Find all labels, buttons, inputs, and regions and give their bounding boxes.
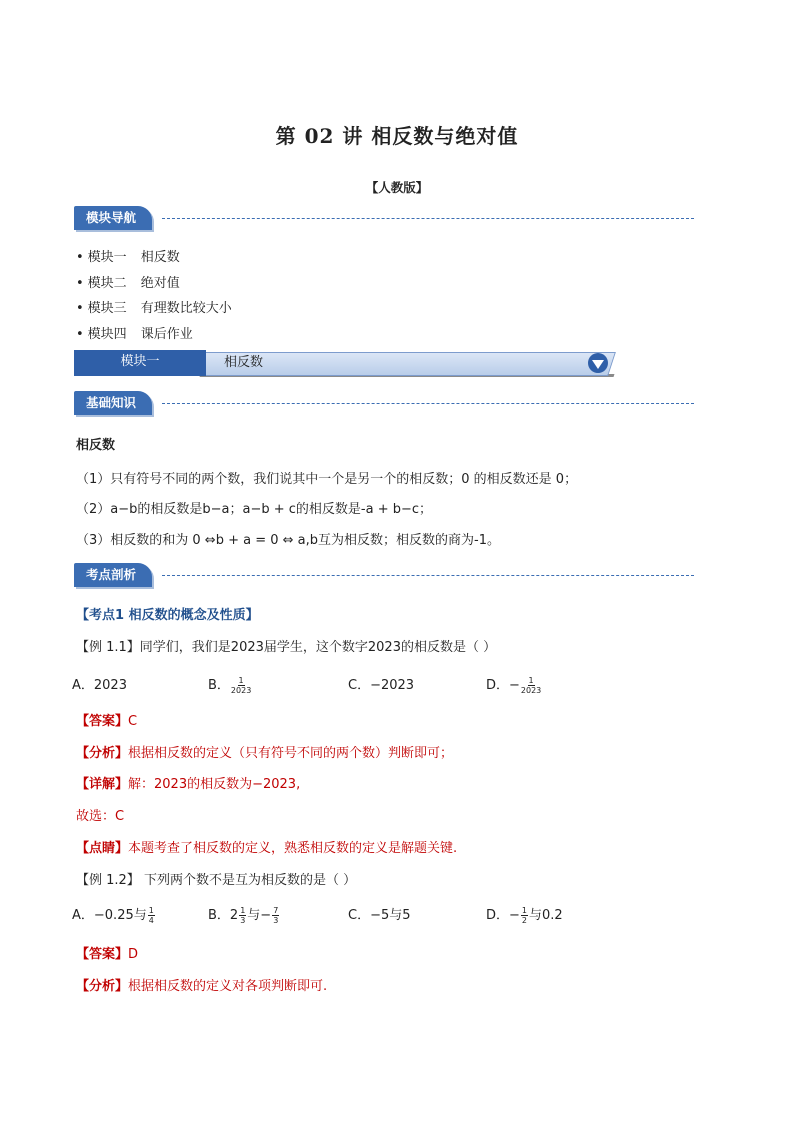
chevron-down-icon[interactable] xyxy=(588,353,608,373)
fraction xyxy=(239,906,246,925)
nav-item-module-3[interactable] xyxy=(76,297,232,316)
nav-item-module-1[interactable] xyxy=(76,246,180,265)
denominator: 2023 xyxy=(230,686,252,695)
option-d[interactable] xyxy=(486,674,542,695)
comment-text: 本题考查了相反数的定义，熟悉相反数的定义是解题关键. xyxy=(128,841,458,856)
example-1-1-options xyxy=(72,674,632,696)
option-c[interactable]: C．−5与5 xyxy=(348,908,411,923)
nav-item-name: 相反数 xyxy=(140,250,180,265)
analysis-tag: 【分析】 xyxy=(76,746,129,761)
answer-tag: 【答案】 xyxy=(76,947,129,962)
section-header-nav xyxy=(74,206,694,230)
section-header-analysis xyxy=(74,563,694,587)
nav-item-module-4[interactable] xyxy=(76,323,193,342)
option-a[interactable] xyxy=(72,904,156,925)
example-1-2-analysis xyxy=(76,975,327,994)
answer-tag: 【答案】 xyxy=(76,714,129,729)
option-b[interactable] xyxy=(208,674,252,695)
edition-label: 【人教版】 xyxy=(365,180,429,195)
section-header-basic xyxy=(74,391,694,415)
option-label: A．−0.25与 xyxy=(72,908,147,923)
answer-value: C xyxy=(128,714,138,729)
knowledge-heading: 相反数 xyxy=(76,438,116,453)
answer-value: D xyxy=(128,947,139,962)
option-label: B．2 xyxy=(208,908,239,923)
section-tab-label: 考点剖析 xyxy=(74,563,152,587)
nav-item-module: 模块二 xyxy=(87,276,127,291)
nav-item-module: 模块三 xyxy=(87,301,127,316)
bullet-icon: • xyxy=(76,301,84,316)
example-1-2-answer xyxy=(76,943,138,962)
numerator: 1 xyxy=(238,676,244,685)
banner-module-label: 模块一 xyxy=(74,350,206,376)
numerator: 1 xyxy=(521,906,527,915)
comment-tag: 【点睛】 xyxy=(76,841,129,856)
option-b[interactable] xyxy=(208,904,280,925)
example-1-1-answer xyxy=(76,710,137,729)
detail-tag: 【详解】 xyxy=(76,777,129,792)
module-banner xyxy=(74,350,614,376)
nav-item-module: 模块四 xyxy=(87,327,127,342)
option-a[interactable]: A．2023 xyxy=(72,678,127,693)
nav-item-module-2[interactable] xyxy=(76,272,180,291)
bullet-icon: • xyxy=(76,276,84,291)
option-mid: 与− xyxy=(247,908,272,923)
numerator: 1 xyxy=(240,906,246,915)
knowledge-point-1: （1）只有符号不同的两个数，我们说其中一个是另一个的相反数；0 的相反数还是 0； xyxy=(76,472,578,487)
fraction xyxy=(148,906,155,925)
dashed-divider xyxy=(162,403,694,404)
fraction xyxy=(231,676,251,695)
option-d[interactable] xyxy=(486,904,563,925)
denominator: 2 xyxy=(521,916,527,925)
dashed-divider xyxy=(162,218,694,219)
example-1-2-question: 【例 1.2】 下列两个数不是互为相反数的是（ ） xyxy=(76,873,357,888)
banner-module-title: 相反数 xyxy=(224,355,264,370)
example-1-1-comment xyxy=(76,837,457,856)
nav-item-name: 有理数比较大小 xyxy=(140,301,232,316)
bullet-icon: • xyxy=(76,250,84,265)
option-suffix: 与0.2 xyxy=(529,908,563,923)
example-1-1-choice: 故选：C xyxy=(76,809,125,824)
fraction xyxy=(521,906,528,925)
analysis-text: 根据相反数的定义对各项判断即可. xyxy=(128,979,328,994)
option-label: B． xyxy=(208,678,230,693)
fraction xyxy=(272,906,279,925)
option-label: D．− xyxy=(486,678,520,693)
section-tab-label: 模块导航 xyxy=(74,206,152,230)
bullet-icon: • xyxy=(76,327,84,342)
denominator: 3 xyxy=(240,916,246,925)
knowledge-point-2: （2）a−b的相反数是b−a；a−b + c的相反数是-a + b−c； xyxy=(76,502,433,517)
knowledge-point-3: （3）相反数的和为 0 ⇔b + a = 0 ⇔ a,b互为相反数；相反数的商为-1。 xyxy=(76,533,500,548)
numerator: 1 xyxy=(528,676,534,685)
option-c[interactable]: C．−2023 xyxy=(348,678,415,693)
analysis-tag: 【分析】 xyxy=(76,979,129,994)
section-tab-label: 基础知识 xyxy=(74,391,152,415)
dashed-divider xyxy=(162,575,694,576)
example-1-1-analysis xyxy=(76,742,453,761)
example-1-1-question: 【例 1.1】同学们，我们是2023届学生，这个数字2023的相反数是（ ） xyxy=(76,640,497,655)
numerator: 1 xyxy=(148,906,154,915)
nav-item-name: 课后作业 xyxy=(140,327,193,342)
nav-item-module: 模块一 xyxy=(87,250,127,265)
example-1-2-options xyxy=(72,904,632,928)
example-1-1-detail xyxy=(76,773,300,792)
exam-point-heading: 【考点1 相反数的概念及性质】 xyxy=(76,608,259,623)
analysis-text: 根据相反数的定义（只有符号不同的两个数）判断即可； xyxy=(128,746,454,761)
numerator: 7 xyxy=(273,906,279,915)
denominator: 4 xyxy=(148,916,154,925)
detail-text: 解：2023的相反数为−2023, xyxy=(128,777,301,792)
denominator: 3 xyxy=(273,916,279,925)
denominator: 2023 xyxy=(520,686,542,695)
nav-item-name: 绝对值 xyxy=(140,276,180,291)
fraction xyxy=(521,676,541,695)
option-label: D．− xyxy=(486,908,520,923)
page-title: 第 02 讲 相反数与绝对值 xyxy=(275,124,519,148)
